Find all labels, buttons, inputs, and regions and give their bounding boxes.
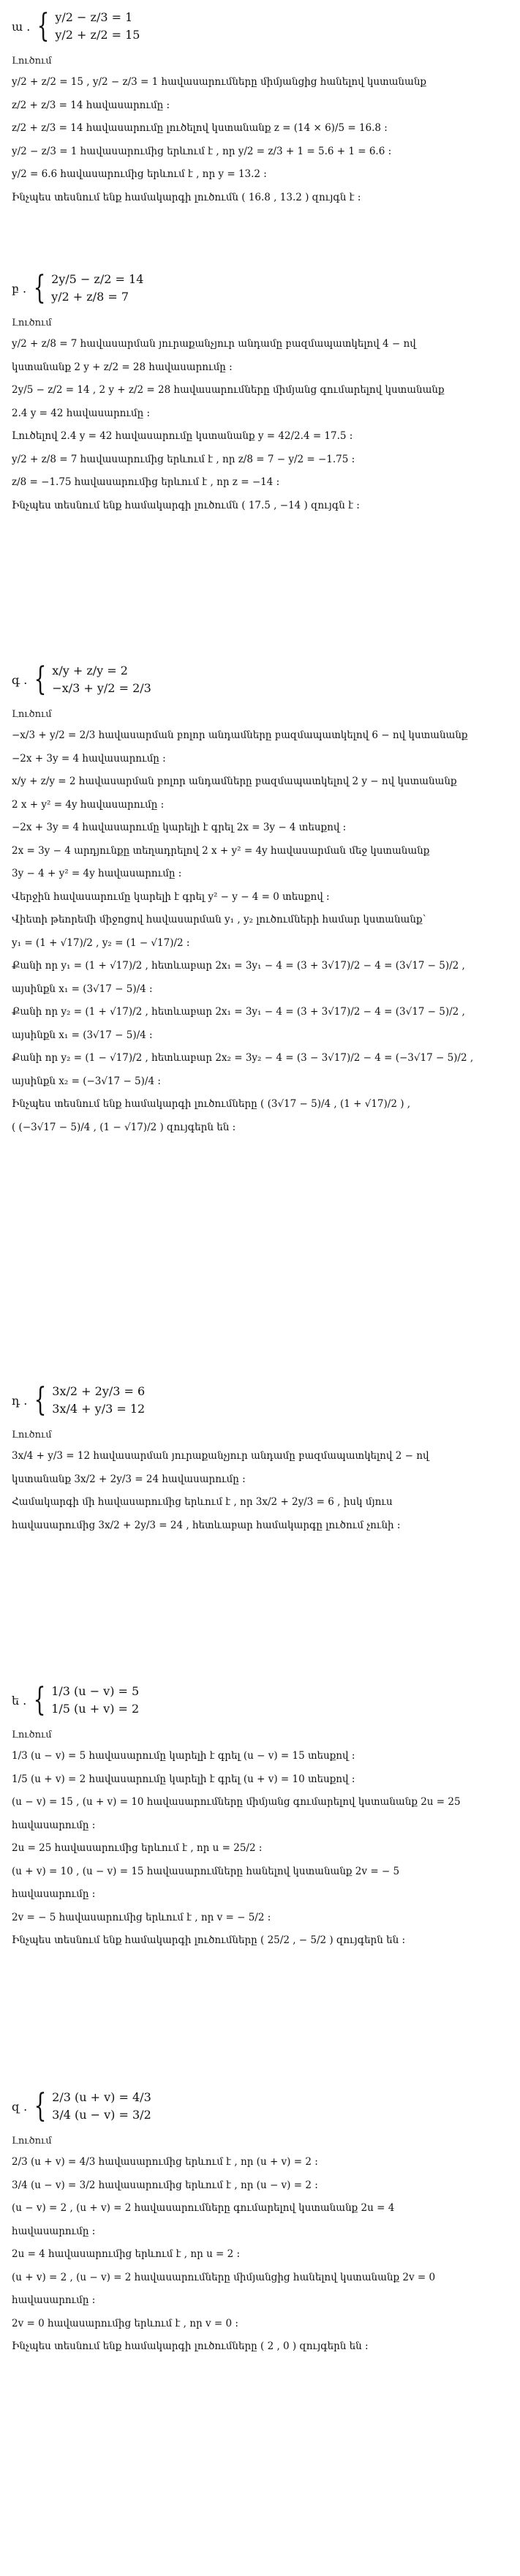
equations xyxy=(52,662,151,697)
solution-step: 1/3 (u − v) = 5 հավասարումը կարելի է գրել (u − v) = 15 տեսքով : xyxy=(12,1750,355,1762)
problem-label: բ . xyxy=(12,281,27,296)
solution-label: Լուծում xyxy=(12,2136,52,2147)
solution-step: այսինքն x₁ = (3√17 − 5)/4 : xyxy=(12,1029,153,1041)
equation-1: y/2 − z/3 = 1 xyxy=(55,10,133,24)
solution-step: Լուծելով 2.4 y = 42 հավասարումը կստանանք y = 42/2.4 = 17.5 : xyxy=(12,430,353,442)
equation-2: 1/5 (u + v) = 2 xyxy=(51,1702,140,1716)
problem-label: զ . xyxy=(12,2099,28,2114)
solution-step: y/2 + z/8 = 7 հավասարումից երևում է , որ z/8 = 7 − y/2 = −1.75 : xyxy=(12,453,355,465)
solution-step: z/2 + z/3 = 14 հավասարումը լուծելով կստանանք z = (14 × 6)/5 = 16.8 : xyxy=(12,122,388,134)
solution-step: y/2 = 6.6 հավասարումից երևում է , որ y = 13.2 : xyxy=(12,168,267,180)
equation-system xyxy=(12,271,143,306)
brace-glyph: { xyxy=(34,661,47,698)
solution-step: Վերջին հավասարումը կարելի է գրել y² − y − 4 = 0 տեսքով : xyxy=(12,890,330,903)
solution-step: y₁ = (1 + √17)/2 , y₂ = (1 − √17)/2 : xyxy=(12,936,190,949)
solution-step: Վիետի թեորեմի միջոցով հավասարման y₁ , y₂ լուծումների համար կստանանք` xyxy=(12,914,428,925)
solution-step: 3y − 4 + y² = 4y հավասարումը : xyxy=(12,868,182,879)
solution-step: y/2 + z/8 = 7 հավասարման յուրաքանչյուր անդամը բազմապատկելով 4 − ով xyxy=(12,338,416,350)
equation-system xyxy=(12,1683,139,1718)
problem-label: ա . xyxy=(12,19,31,34)
brace-glyph: { xyxy=(34,1381,47,1419)
solution-step: հավասարումը : xyxy=(12,2294,96,2306)
problem-label: ե . xyxy=(12,1693,27,1708)
solution-step: −x/3 + y/2 = 2/3 հավասարման բոլոր անդամները բազմապատկելով 6 − ով կստանանք xyxy=(12,729,468,741)
brace-glyph: { xyxy=(37,7,50,45)
solution-step: y/2 + z/2 = 15 , y/2 − z/3 = 1 հավասարումները միմյանցից հանելով կստանանք xyxy=(12,76,426,88)
equation-2: 3x/4 + y/3 = 12 xyxy=(52,1402,146,1416)
equation-system xyxy=(12,1383,145,1418)
equations xyxy=(52,1383,145,1418)
equation-2: −x/3 + y/2 = 2/3 xyxy=(52,681,151,695)
brace-glyph: { xyxy=(33,1681,46,1719)
solution-step: Ինչպես տեսնում ենք համակարգի լուծումն ( 16.8 , 13.2 ) զույգն է : xyxy=(12,191,361,203)
equation-2: y/2 + z/2 = 15 xyxy=(55,28,140,42)
equations xyxy=(51,1683,139,1718)
equation-system xyxy=(12,2089,151,2124)
solution-label: Լուծում xyxy=(12,56,52,67)
problem-label: դ . xyxy=(12,1393,28,1408)
equations xyxy=(55,9,140,44)
solution-label: Լուծում xyxy=(12,709,52,720)
solution-step: Ինչպես տեսնում ենք համակարգի լուծումները ( (3√17 − 5)/4 , (1 + √17)/2 ) , xyxy=(12,1098,411,1110)
solution-label: Լուծում xyxy=(12,1430,52,1441)
solution-step: 1/5 (u + v) = 2 հավասարումը կարելի է գրել (u + v) = 10 տեսքով : xyxy=(12,1773,355,1785)
solution-step: y/2 − z/3 = 1 հավասարումից երևում է , որ y/2 = z/3 + 1 = 5.6 + 1 = 6.6 : xyxy=(12,145,392,157)
solution-step: Համակարգի մի հավասարումից երևում է , որ 3x/2 + 2y/3 = 6 , իսկ մյուս xyxy=(12,1496,393,1508)
solution-step: 2.4 y = 42 հավասարումը : xyxy=(12,407,151,419)
solution-step: հավասարումը : xyxy=(12,2225,96,2237)
solution-step: 2x = 3y − 4 արդյունքը տեղադրելով 2 x + y² = 4y հավասարման մեջ կստանանք xyxy=(12,844,430,857)
equations xyxy=(51,271,143,306)
solution-step: հավասարումը : xyxy=(12,1819,96,1831)
problem-label: գ . xyxy=(12,672,28,687)
solution-step: 2y/5 − z/2 = 14 , 2 y + z/2 = 28 հավասարումները միմյանց գումարելով կստանանք xyxy=(12,384,445,396)
solution-step: այսինքն x₂ = (−3√17 − 5)/4 : xyxy=(12,1075,161,1087)
solution-step: Ինչպես տեսնում ենք համակարգի լուծումն ( 17.5 , −14 ) զույգն է : xyxy=(12,499,360,511)
solution-step: կստանանք 3x/2 + 2y/3 = 24 հավասարումը : xyxy=(12,1473,246,1485)
equation-system xyxy=(12,662,151,697)
solution-step: Քանի որ y₁ = (1 + √17)/2 , հետևաբար 2x₁ = 3y₁ − 4 = (3 + 3√17)/2 − 4 = (3√17 − 5)/2 , xyxy=(12,960,465,972)
solution-step: (u + v) = 2 , (u − v) = 2 հավասարումները միմյանցից հանելով կստանանք 2v = 0 xyxy=(12,2271,436,2283)
equations xyxy=(52,2089,151,2124)
solution-step: 3x/4 + y/3 = 12 հավասարման յուրաքանչյուր անդամը բազմապատկելով 2 − ով xyxy=(12,1450,429,1462)
solution-step: x/y + z/y = 2 հավասարման բոլոր անդամները բազմապատկելով 2 y − ով կստանանք xyxy=(12,776,457,787)
equation-1: 2y/5 − z/2 = 14 xyxy=(51,272,144,286)
solution-step: (u + v) = 10 , (u − v) = 15 հավասարումները հանելով կստանանք 2v = − 5 xyxy=(12,1865,400,1877)
solution-step: Ինչպես տեսնում ենք համակարգի լուծումները ( 2 , 0 ) զույգերն են : xyxy=(12,2340,369,2352)
solution-step: Քանի որ y₂ = (1 − √17)/2 , հետևաբար 2x₂ = 3y₂ − 4 = (3 − 3√17)/2 − 4 = (−3√17 − 5)/2 , xyxy=(12,1052,474,1064)
solution-step: z/8 = −1.75 հավասարումից երևում է , որ z = −14 : xyxy=(12,476,280,488)
solution-step: −2x + 3y = 4 հավասարումը : xyxy=(12,752,166,765)
solution-step: (u − v) = 15 , (u + v) = 10 հավասարումները միմյանց գումարելով կստանանք 2u = 25 xyxy=(12,1796,461,1808)
equation-system xyxy=(12,9,140,44)
solution-label: Լուծում xyxy=(12,318,52,328)
solution-step: Քանի որ y₂ = (1 + √17)/2 , հետևաբար 2x₁ = 3y₁ − 4 = (3 + 3√17)/2 − 4 = (3√17 − 5)/2 , xyxy=(12,1006,465,1018)
solution-step: հավասարումից 3x/2 + 2y/3 = 24 , հետևաբար համակարգը լուծում չունի : xyxy=(12,1519,401,1531)
solution-step: −2x + 3y = 4 հավասարումը կարելի է գրել 2x = 3y − 4 տեսքով : xyxy=(12,822,347,833)
solution-step: 2v = − 5 հավասարումից երևում է , որ v = − 5/2 : xyxy=(12,1911,271,1923)
solution-step: հավասարումը : xyxy=(12,1888,96,1900)
solution-step: ( (−3√17 − 5)/4 , (1 − √17)/2 ) զույգերն են : xyxy=(12,1121,236,1133)
solution-step: 2v = 0 հավասարումից երևում է , որ v = 0 : xyxy=(12,2317,238,2329)
solution-step: 2 x + y² = 4y հավասարումը : xyxy=(12,798,165,811)
equation-1: 2/3 (u + v) = 4/3 xyxy=(52,2090,151,2104)
solution-step: Ինչպես տեսնում ենք համակարգի լուծումները ( 25/2 , − 5/2 ) զույգերն են : xyxy=(12,1934,406,1946)
solution-step: 3/4 (u − v) = 3/2 հավասարումից երևում է , որ (u − v) = 2 : xyxy=(12,2179,318,2191)
solution-label: Լուծում xyxy=(12,1730,52,1741)
equation-2: y/2 + z/8 = 7 xyxy=(51,290,129,304)
equation-2: 3/4 (u − v) = 3/2 xyxy=(52,2108,151,2122)
equation-1: 1/3 (u − v) = 5 xyxy=(51,1684,140,1698)
solution-step: z/2 + z/3 = 14 հավասարումը : xyxy=(12,99,170,111)
solution-step: այսինքն x₁ = (3√17 − 5)/4 : xyxy=(12,983,153,995)
brace-glyph: { xyxy=(34,2087,47,2125)
solution-step: կստանանք 2 y + z/2 = 28 հավասարումը : xyxy=(12,361,233,373)
equation-1: 3x/2 + 2y/3 = 6 xyxy=(52,1384,146,1398)
solution-step: 2/3 (u + v) = 4/3 հավասարումից երևում է , որ (u + v) = 2 : xyxy=(12,2156,318,2168)
solution-step: 2u = 25 հավասարումից երևում է , որ u = 25/2 : xyxy=(12,1842,263,1854)
solution-step: (u − v) = 2 , (u + v) = 2 հավասարումները գումարելով կստանանք 2u = 4 xyxy=(12,2202,395,2214)
equation-1: x/y + z/y = 2 xyxy=(52,664,128,677)
solution-step: 2u = 4 հավասարումից երևում է , որ u = 2 : xyxy=(12,2248,241,2260)
brace-glyph: { xyxy=(33,269,46,307)
